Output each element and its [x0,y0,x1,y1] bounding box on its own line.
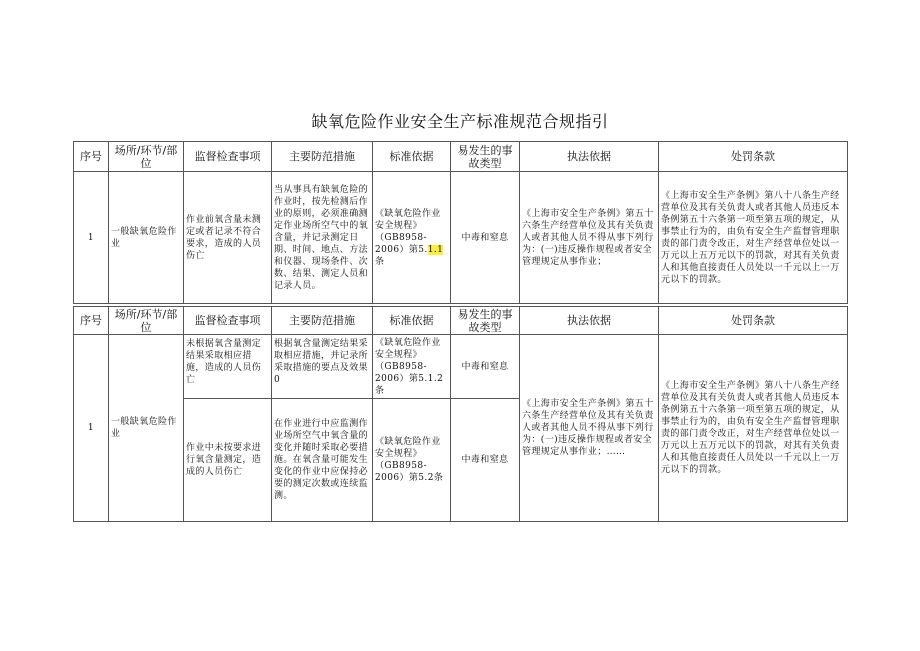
standard-text: 《缺氧危险作业安全规程》（GB8958-2006）第5. [375,208,441,255]
header-standard: 标准依据 [373,142,451,172]
row-accident: 中毒和窒息 [451,172,520,304]
row-item: 作业前氧含量未测定或者记录不符合要求，造成的人员伤亡 [184,172,272,304]
header-measure: 主要防范措施 [272,142,373,172]
standard-highlight: 1.1 [427,244,444,255]
row-place: 一般缺氧危险作业 [109,335,184,522]
compliance-table-1 [73,141,848,304]
row-no: 1 [74,335,109,522]
header-no: 序号 [74,307,109,335]
table-row [74,335,848,399]
header-law: 执法依据 [520,142,659,172]
header-accident: 易发生的事故类型 [451,307,520,335]
row-accident: 中毒和窒息 [451,399,520,522]
header-penalty: 处罚条款 [659,142,848,172]
row-standard [373,172,451,304]
header-row [74,142,848,172]
header-item: 监督检查事项 [184,307,272,335]
row-standard: 《缺氧危险作业安全规程》（GB8958-2006）第5.1.2条 [373,335,451,399]
row-measure: 在作业进行中应监测作业场所空气中氧含量的变化并随时采取必要措施。在氧含量可能发生变化的作业中应保持必要的测定次数或连续监测。 [272,399,373,522]
row-penalty: 《上海市安全生产条例》第八十八条生产经营单位及其有关负责人或者其他人员违反本条例第五十六条第一项至第五项的规定，从事禁止行为的，由负有安全生产监督管理职责的部门责令改正，对生产经营单位处以一万元以上五万元以下的罚款，对其有关负责人和其他直接责任人员处以一千元以上一万元以下的罚款。 [659,335,848,522]
row-accident: 中毒和窒息 [451,335,520,399]
header-standard: 标准依据 [373,307,451,335]
row-no: 1 [74,172,109,304]
row-measure: 根据氧含量测定结果采取相应措施，并记录所采取措施的要点及效果0 [272,335,373,399]
header-place: 场所/环节/部位 [109,307,184,335]
row-standard: 《缺氧危险作业安全规程》（GB8958-2006）第5.2条 [373,399,451,522]
header-place: 场所/环节/部位 [109,142,184,172]
header-law: 执法依据 [520,307,659,335]
header-no: 序号 [74,142,109,172]
row-measure: 当从事具有缺氧危险的作业时，按先检测后作业的原则，必须准确测定作业场所空气中的氧含量，并记录测定日期、时间、地点、方法和仪器、现场条件、次数、结果、测定人员和记录人员。 [272,172,373,304]
row-penalty: 《上海市安全生产条例》第八十八条生产经营单位及其有关负责人或者其他人员违反本条例第五十六条第一项至第五项的规定，从事禁止行为的，由负有安全生产监督管理职责的部门责令改正，对生产经营单位处以一万元以上五万元以下的罚款，对其有关负责人和其他直接责任人员处以一千元以上一万元以下的罚款。 [659,172,848,304]
header-row [74,307,848,335]
header-item: 监督检查事项 [184,142,272,172]
page-title: 缺氧危险作业安全生产标准规范合规指引 [311,112,609,131]
row-law: 《上海市安全生产条例》第五十六条生产经营单位及其有关负责人或者其他人员不得从事下列行为：(一)违反操作规程或者安全管理规定从事作业；…… [520,335,659,522]
header-measure: 主要防范措施 [272,307,373,335]
standard-suffix: 条 [375,256,385,267]
row-place: 一般缺氧危险作业 [109,172,184,304]
row-item: 未根据氧含量测定结果采取相应措施，造成的人员伤亡 [184,335,272,399]
header-penalty: 处罚条款 [659,307,848,335]
header-accident: 易发生的事故类型 [451,142,520,172]
row-item: 作业中未按要求进行氧含量测定，造成的人员伤亡 [184,399,272,522]
compliance-table-2 [73,306,848,522]
table-row [74,172,848,304]
row-law: 《上海市安全生产条例》第五十六条生产经营单位及其有关负责人或者其他人员不得从事下列行为：(一)违反操作规程或者安全管理规定从事作业； [520,172,659,304]
